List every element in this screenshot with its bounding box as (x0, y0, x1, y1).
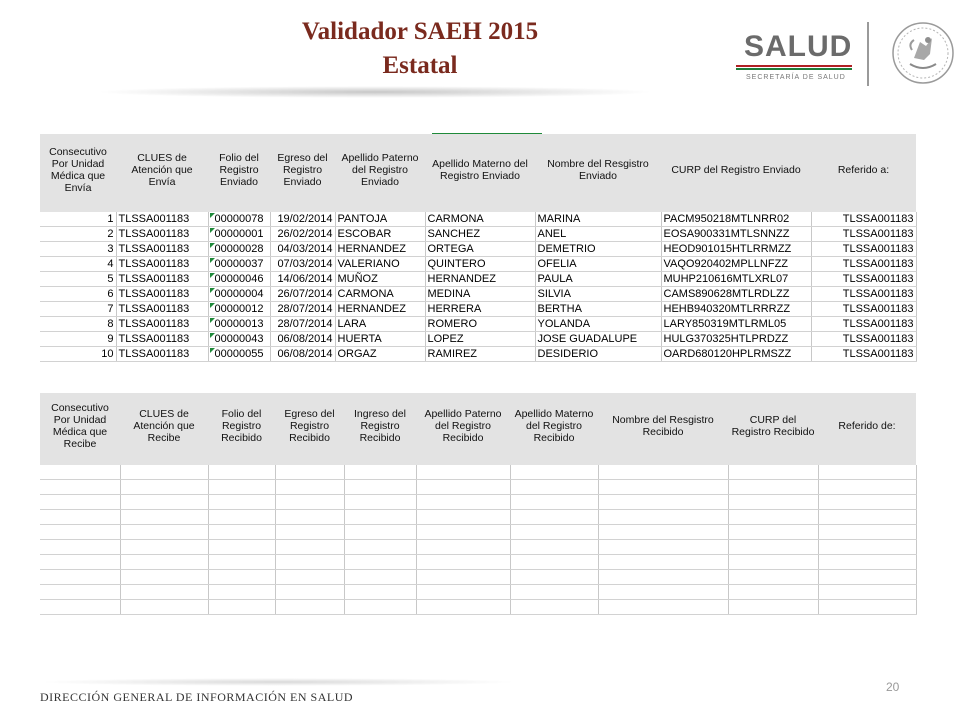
table-cell[interactable]: TLSSA001183 (811, 287, 916, 302)
table-cell[interactable]: BERTHA (535, 302, 661, 317)
column-header: Referido de: (818, 393, 916, 459)
table-cell[interactable]: TLSSA001183 (811, 242, 916, 257)
table-cell[interactable]: 6 (40, 287, 116, 302)
table-cell[interactable]: ANEL (535, 227, 661, 242)
table-cell[interactable]: LOPEZ (425, 332, 535, 347)
table-cell[interactable]: 7 (40, 302, 116, 317)
table-cell[interactable] (344, 480, 416, 495)
table-row (40, 257, 916, 272)
cell-value: 00000012 (214, 303, 264, 315)
table-cell[interactable] (598, 465, 728, 480)
mexico-seal-icon (890, 20, 956, 86)
table-cell[interactable] (510, 570, 598, 585)
table-cell[interactable]: JOSE GUADALUPE (535, 332, 661, 347)
table-cell[interactable]: TLSSA001183 (811, 212, 916, 227)
table-cell[interactable]: 19/02/2014 (270, 212, 335, 227)
table-cell[interactable] (120, 585, 208, 600)
table-cell[interactable] (208, 332, 270, 347)
table-cell[interactable] (728, 540, 818, 555)
logo-divider (867, 22, 869, 86)
table-cell[interactable] (208, 272, 270, 287)
table-row (40, 302, 916, 317)
received-table-header-row (40, 393, 916, 459)
table-cell[interactable]: HERRERA (425, 302, 535, 317)
table-cell[interactable] (728, 570, 818, 585)
table-cell[interactable]: 14/06/2014 (270, 272, 335, 287)
table-cell[interactable] (818, 540, 916, 555)
table-cell[interactable] (275, 555, 344, 570)
cell-error-flag-icon (210, 348, 215, 353)
table-cell[interactable] (598, 510, 728, 525)
table-cell[interactable]: 5 (40, 272, 116, 287)
cell-error-flag-icon (210, 288, 215, 293)
received-records-table (40, 393, 917, 615)
table-cell[interactable]: MEDINA (425, 287, 535, 302)
salud-logo (730, 20, 960, 90)
table-cell[interactable]: TLSSA001183 (116, 272, 208, 287)
table-cell[interactable] (510, 555, 598, 570)
sent-table-header-row (40, 134, 916, 206)
table-cell[interactable]: VAQO920402MPLLNFZZ (661, 257, 811, 272)
table-cell[interactable] (510, 525, 598, 540)
table-cell[interactable] (275, 585, 344, 600)
table-cell[interactable]: OARD680120HPLRMSZZ (661, 347, 811, 362)
table-cell[interactable]: RAMIREZ (425, 347, 535, 362)
table-cell[interactable] (208, 540, 275, 555)
table-cell[interactable] (818, 525, 916, 540)
table-cell[interactable]: SILVIA (535, 287, 661, 302)
table-cell[interactable] (40, 540, 120, 555)
table-cell[interactable]: TLSSA001183 (116, 242, 208, 257)
table-cell[interactable]: TLSSA001183 (811, 272, 916, 287)
table-cell[interactable] (416, 585, 510, 600)
column-header: Nombre del Resgistro Enviado (535, 134, 661, 206)
table-cell[interactable]: TLSSA001183 (116, 302, 208, 317)
table-cell[interactable] (416, 495, 510, 510)
table-cell[interactable] (510, 465, 598, 480)
table-cell[interactable] (275, 525, 344, 540)
table-row (40, 480, 916, 495)
table-cell[interactable] (275, 465, 344, 480)
table-cell[interactable] (818, 555, 916, 570)
table-cell[interactable] (120, 465, 208, 480)
table-row (40, 570, 916, 585)
table-cell[interactable] (818, 600, 916, 615)
table-cell[interactable]: ESCOBAR (335, 227, 425, 242)
table-cell[interactable] (598, 585, 728, 600)
table-cell[interactable] (208, 510, 275, 525)
table-cell[interactable]: 28/07/2014 (270, 317, 335, 332)
table-cell[interactable]: MUÑOZ (335, 272, 425, 287)
table-cell[interactable] (728, 525, 818, 540)
table-cell[interactable] (416, 600, 510, 615)
sent-records-table (40, 134, 917, 362)
table-cell[interactable] (40, 465, 120, 480)
table-cell[interactable]: VALERIANO (335, 257, 425, 272)
column-header: Referido a: (811, 134, 916, 206)
table-cell[interactable] (510, 495, 598, 510)
column-header: Apellido Paterno del Registro Recibido (416, 393, 510, 459)
table-cell[interactable]: 07/03/2014 (270, 257, 335, 272)
table-cell[interactable]: TLSSA001183 (811, 257, 916, 272)
table-cell[interactable] (416, 540, 510, 555)
table-cell[interactable] (344, 540, 416, 555)
table-row (40, 347, 916, 362)
table-cell[interactable]: TLSSA001183 (811, 332, 916, 347)
table-cell[interactable] (40, 495, 120, 510)
table-cell[interactable]: LARY850319MTLRML05 (661, 317, 811, 332)
table-cell[interactable]: TLSSA001183 (116, 257, 208, 272)
table-cell[interactable] (275, 540, 344, 555)
table-cell[interactable] (344, 465, 416, 480)
cell-value: 00000037 (214, 258, 264, 270)
table-cell[interactable]: HEHB940320MTLRRRZZ (661, 302, 811, 317)
table-cell[interactable]: TLSSA001183 (116, 227, 208, 242)
table-cell[interactable] (208, 525, 275, 540)
table-cell[interactable]: 3 (40, 242, 116, 257)
table-cell[interactable]: CARMONA (425, 212, 535, 227)
table-cell[interactable] (598, 600, 728, 615)
table-cell[interactable] (208, 495, 275, 510)
table-row (40, 510, 916, 525)
table-cell[interactable]: TLSSA001183 (811, 347, 916, 362)
table-cell[interactable]: TLSSA001183 (811, 317, 916, 332)
table-cell[interactable] (598, 480, 728, 495)
table-cell[interactable] (416, 465, 510, 480)
cell-value: 00000043 (214, 333, 264, 345)
table-cell[interactable]: ORTEGA (425, 242, 535, 257)
table-row (40, 585, 916, 600)
table-cell[interactable] (416, 555, 510, 570)
table-cell[interactable]: 04/03/2014 (270, 242, 335, 257)
table-row (40, 272, 916, 287)
table-cell[interactable]: HERNANDEZ (335, 302, 425, 317)
table-cell[interactable] (510, 480, 598, 495)
cell-value: 00000028 (214, 243, 264, 255)
cell-value: 00000013 (214, 318, 264, 330)
column-header: Apellido Materno del Registro Recibido (510, 393, 598, 459)
table-cell[interactable] (510, 540, 598, 555)
table-cell[interactable] (120, 570, 208, 585)
table-cell[interactable]: MUHP210616MTLXRL07 (661, 272, 811, 287)
table-cell[interactable] (208, 480, 275, 495)
table-cell[interactable]: MARINA (535, 212, 661, 227)
cell-error-flag-icon (210, 273, 215, 278)
column-header: Apellido Materno del Registro Enviado (425, 134, 535, 206)
logo-wordmark: SALUD (744, 30, 853, 63)
column-header: CURP del Registro Recibido (728, 393, 818, 459)
column-header: Ingreso del Registro Recibido (344, 393, 416, 459)
table-cell[interactable]: TLSSA001183 (811, 302, 916, 317)
table-cell[interactable]: 10 (40, 347, 116, 362)
table-cell[interactable] (120, 525, 208, 540)
cell-error-flag-icon (210, 333, 215, 338)
table-cell[interactable]: PANTOJA (335, 212, 425, 227)
table-cell[interactable] (344, 510, 416, 525)
table-cell[interactable] (598, 555, 728, 570)
table-row (40, 600, 916, 615)
table-row (40, 332, 916, 347)
table-cell[interactable]: 4 (40, 257, 116, 272)
table-cell[interactable] (344, 600, 416, 615)
table-cell[interactable] (208, 465, 275, 480)
table-cell[interactable]: HERNANDEZ (335, 242, 425, 257)
column-header: Folio del Registro Enviado (208, 134, 270, 206)
title-divider (95, 86, 655, 98)
table-cell[interactable] (728, 465, 818, 480)
table-cell[interactable] (208, 585, 275, 600)
table-cell[interactable] (208, 600, 275, 615)
table-cell[interactable] (275, 510, 344, 525)
column-header: Consecutivo Por Unidad Médica que Recibe (40, 393, 120, 459)
table-row (40, 555, 916, 570)
logo-subtitle: SECRETARÍA DE SALUD (746, 74, 846, 81)
table-cell[interactable]: LARA (335, 317, 425, 332)
table-cell[interactable] (40, 510, 120, 525)
table-cell[interactable]: PACM950218MTLNRR02 (661, 212, 811, 227)
table-cell[interactable] (598, 570, 728, 585)
table-cell[interactable] (120, 495, 208, 510)
table-cell[interactable] (120, 540, 208, 555)
footer-text: DIRECCIÓN GENERAL DE INFORMACIÓN EN SALUD (40, 690, 354, 704)
table-cell[interactable] (818, 465, 916, 480)
column-header: Egreso del Registro Recibido (275, 393, 344, 459)
table-cell[interactable]: TLSSA001183 (116, 212, 208, 227)
table-cell[interactable] (818, 570, 916, 585)
column-header: Folio del Registro Recibido (208, 393, 275, 459)
page-number: 20 (886, 680, 900, 694)
table-cell[interactable] (416, 570, 510, 585)
table-cell[interactable]: TLSSA001183 (116, 287, 208, 302)
table-cell[interactable]: 26/02/2014 (270, 227, 335, 242)
table-cell[interactable] (120, 510, 208, 525)
cell-value: 00000055 (214, 348, 264, 360)
cell-error-flag-icon (210, 303, 215, 308)
table-cell[interactable]: TLSSA001183 (116, 332, 208, 347)
cell-value: 00000046 (214, 273, 264, 285)
table-cell[interactable]: 26/07/2014 (270, 287, 335, 302)
table-cell[interactable] (208, 227, 270, 242)
table-cell[interactable] (728, 510, 818, 525)
column-header: Apellido Paterno del Registro Enviado (335, 134, 425, 206)
table-cell[interactable]: DESIDERIO (535, 347, 661, 362)
table-cell[interactable] (728, 495, 818, 510)
table-cell[interactable] (416, 525, 510, 540)
table-cell[interactable] (208, 302, 270, 317)
table-row (40, 317, 916, 332)
table-cell[interactable] (40, 585, 120, 600)
table-cell[interactable] (275, 495, 344, 510)
table-row (40, 242, 916, 257)
cell-error-flag-icon (210, 243, 215, 248)
logo-red-stripe (736, 65, 852, 67)
table-cell[interactable] (344, 570, 416, 585)
table-cell[interactable]: TLSSA001183 (116, 347, 208, 362)
table-cell[interactable] (208, 555, 275, 570)
cell-value: 00000004 (214, 288, 264, 300)
table-cell[interactable]: DEMETRIO (535, 242, 661, 257)
table-cell[interactable] (416, 510, 510, 525)
table-cell[interactable]: ROMERO (425, 317, 535, 332)
column-header: CLUES de Atención que Recibe (120, 393, 208, 459)
table-cell[interactable]: 9 (40, 332, 116, 347)
sent-table-body (40, 212, 916, 362)
slide-title: Validador SAEH 2015 (301, 18, 539, 45)
footer-divider (38, 678, 518, 686)
table-cell[interactable] (40, 480, 120, 495)
table-cell[interactable] (510, 510, 598, 525)
table-cell[interactable] (208, 242, 270, 257)
cell-value: 00000078 (214, 213, 264, 225)
table-row (40, 212, 916, 227)
received-table-body (40, 465, 916, 615)
column-header: CLUES de Atención que Envía (116, 134, 208, 206)
table-cell[interactable]: OFELIA (535, 257, 661, 272)
table-row (40, 495, 916, 510)
table-cell[interactable] (728, 600, 818, 615)
cell-error-flag-icon (210, 213, 215, 218)
table-cell[interactable]: 1 (40, 212, 116, 227)
table-cell[interactable]: 06/08/2014 (270, 347, 335, 362)
table-cell[interactable] (40, 570, 120, 585)
table-cell[interactable] (208, 347, 270, 362)
table-cell[interactable] (818, 495, 916, 510)
logo-green-stripe (736, 68, 852, 70)
slide-subtitle: Estatal (382, 52, 458, 79)
table-cell[interactable] (818, 510, 916, 525)
table-row (40, 287, 916, 302)
table-cell[interactable] (728, 555, 818, 570)
table-cell[interactable] (208, 257, 270, 272)
table-cell[interactable] (510, 585, 598, 600)
table-cell[interactable] (275, 480, 344, 495)
table-cell[interactable] (818, 585, 916, 600)
table-cell[interactable] (344, 585, 416, 600)
table-cell[interactable] (275, 570, 344, 585)
column-header: Egreso del Registro Enviado (270, 134, 335, 206)
table-cell[interactable] (728, 585, 818, 600)
column-header: Nombre del Resgistro Recibido (598, 393, 728, 459)
table-cell[interactable]: TLSSA001183 (811, 227, 916, 242)
table-row (40, 540, 916, 555)
table-row (40, 525, 916, 540)
table-cell[interactable] (40, 600, 120, 615)
table-cell[interactable] (344, 525, 416, 540)
cell-error-flag-icon (210, 228, 215, 233)
column-header: CURP del Registro Enviado (661, 134, 811, 206)
table-cell[interactable] (598, 495, 728, 510)
cell-error-flag-icon (210, 318, 215, 323)
table-cell[interactable] (598, 525, 728, 540)
table-cell[interactable] (40, 555, 120, 570)
table-cell[interactable] (120, 480, 208, 495)
column-header: Consecutivo Por Unidad Médica que Envía (40, 134, 116, 206)
table-cell[interactable] (208, 212, 270, 227)
table-cell[interactable] (416, 480, 510, 495)
table-cell[interactable]: HERNANDEZ (425, 272, 535, 287)
table-cell[interactable] (728, 480, 818, 495)
table-cell[interactable]: HEOD901015HTLRRMZZ (661, 242, 811, 257)
table-cell[interactable] (344, 495, 416, 510)
table-cell[interactable] (598, 540, 728, 555)
table-cell[interactable]: HULG370325HTLPRDZZ (661, 332, 811, 347)
cell-value: 00000001 (214, 228, 264, 240)
table-cell[interactable] (208, 287, 270, 302)
table-cell[interactable]: ORGAZ (335, 347, 425, 362)
table-cell[interactable] (818, 480, 916, 495)
table-row (40, 227, 916, 242)
table-cell[interactable] (40, 525, 120, 540)
table-cell[interactable]: EOSA900331MTLSNNZZ (661, 227, 811, 242)
table-cell[interactable] (208, 317, 270, 332)
table-cell[interactable]: CARMONA (335, 287, 425, 302)
table-cell[interactable]: PAULA (535, 272, 661, 287)
table-cell[interactable]: HUERTA (335, 332, 425, 347)
table-cell[interactable]: 28/07/2014 (270, 302, 335, 317)
table-cell[interactable] (208, 570, 275, 585)
table-cell[interactable]: 06/08/2014 (270, 332, 335, 347)
cell-error-flag-icon (210, 258, 215, 263)
table-cell[interactable]: QUINTERO (425, 257, 535, 272)
table-cell[interactable] (120, 600, 208, 615)
table-cell[interactable] (275, 600, 344, 615)
table-cell[interactable]: TLSSA001183 (116, 317, 208, 332)
table-cell[interactable]: 2 (40, 227, 116, 242)
table-row (40, 465, 916, 480)
table-cell[interactable]: SANCHEZ (425, 227, 535, 242)
table-cell[interactable]: CAMS890628MTLRDLZZ (661, 287, 811, 302)
table-cell[interactable] (510, 600, 598, 615)
table-cell[interactable]: 8 (40, 317, 116, 332)
table-cell[interactable]: YOLANDA (535, 317, 661, 332)
table-cell[interactable] (120, 555, 208, 570)
table-cell[interactable] (344, 555, 416, 570)
